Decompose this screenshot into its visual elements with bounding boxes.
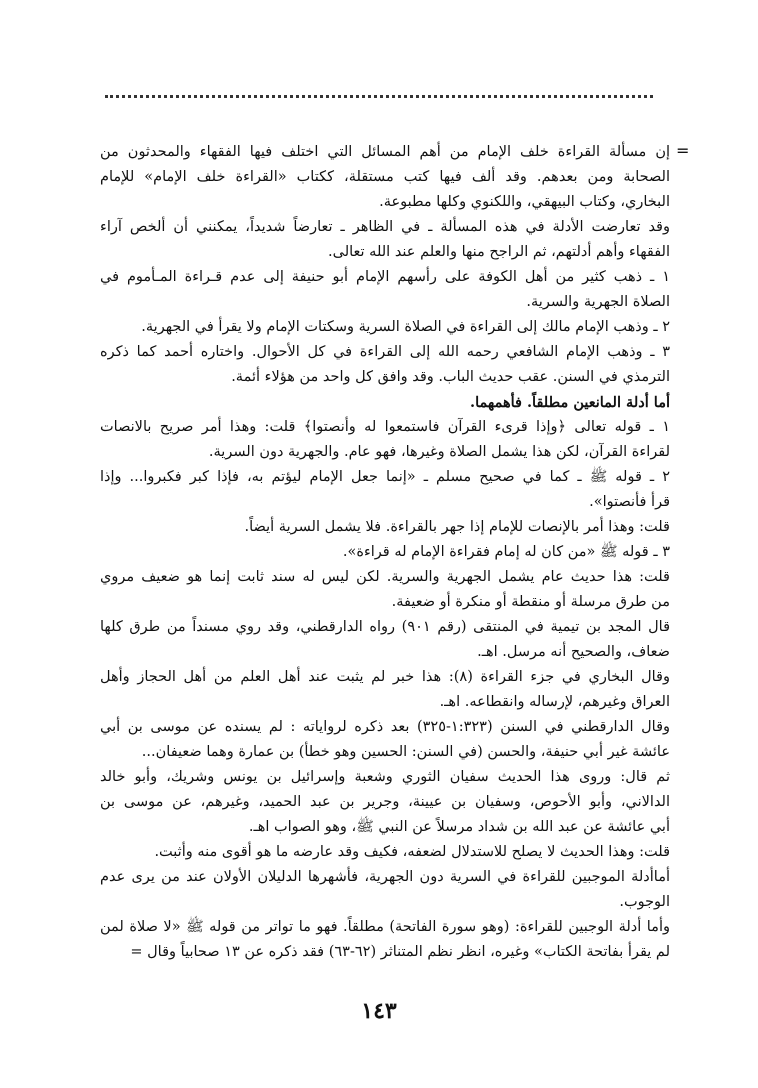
text-line: لم يقرأ بفاتحة الكتاب» وغيره، انظر نظم المتناثر (٦٢-٦٣) فقد ذكره عن ١٣ صحابياً وقال = [130,944,670,960]
footnote-body [100,140,670,965]
text-line: الترمذي في السنن. عقب حديث الباب. وقد وافق كل واحد من هؤلاء أئمة. [231,369,670,385]
text-line: أماأدلة الموجبين للقراءة في السرية دون الجهرية، فأشهرها الدليلان الأولان عند من يرى عدم [100,869,670,885]
text-line: الصلاة الجهرية والسرية. [526,294,670,310]
text-line: قال المجد بن تيمية في المنتقى (رقم ٩٠١) رواه الدارقطني، وقد روي مسنداً من طرق كلها [100,619,670,635]
text-line: ثم قال: وروى هذا الحديث سفيان الثوري وشعبة وإسرائيل بن يونس وشريك، وأبو خالد [100,769,670,785]
footnote-continuation-marker: = [676,141,690,160]
text-line: الفقهاء وأهم أدلتهم، ثم الراجح منها والعلم عند الله تعالى. [328,244,670,260]
text-line: ١ ـ ذهب كثير من أهل الكوفة على رأسهم الإمام أبو حنيفة إلى عدم قـراءة المـأموم في [100,269,670,285]
text-line: ٢ ـ قوله ﷺ ـ كما في صحيح مسلم ـ «إنما جعل الإمام ليؤتم به، فإذا كبر فكبروا... وإذا [100,469,670,485]
separator-dotted-line [105,95,653,106]
page-number: ١٤٣ [361,998,397,1024]
text-line: الصحابة ومن بعدهم. وقد ألف فيها كتب مستقلة، ككتاب «القراءة خلف الإمام» للإمام [100,169,670,185]
text-line: الدالاني، وأبو الأحوص، وسفيان بن عيينة، وجرير بن عبد الحميد، وغيرهم، عن موسى بن [100,794,670,810]
text-line: ١ ـ قوله تعالى ﴿وإذا قرىء القرآن فاستمعوا له وأنصتوا﴾ قلت: وهذا أمر صريح بالانصات [100,419,670,435]
text-line: الوجوب. [619,894,670,910]
text-line: إن مسألة القراءة خلف الإمام من أهم المسائل التي اختلف فيها الفقهاء والمحدثون من [100,144,670,160]
text-line: ضعاف، والصحيح أنه مرسل. اهـ. [477,644,670,660]
text-line: ٢ ـ وذهب الإمام مالك إلى القراءة في الصلاة السرية وسكتات الإمام ولا يقرأ في الجهرية. [141,319,670,335]
text-line: عائشة غير أبي حنيفة، والحسن (في السنن: الحسين وهو خطأ) بن عمارة وهما ضعيفان... [141,744,670,760]
text-line: وأما أدلة الوجبين للقراءة: (وهو سورة الفاتحة) مطلقاً. فهو ما تواتر من قوله ﷺ «لا صلاة لمن [100,919,670,935]
text-line: قلت: وهذا أمر بالإنصات للإمام إذا جهر بالقراءة. فلا يشمل السرية أيضاً. [244,519,670,535]
text-line: قلت: هذا حديث عام يشمل الجهرية والسرية. لكن ليس له سند ثابت إنما هو ضعيف مروي [100,569,670,585]
text-line: البخاري، وكتاب البيهقي، واللكنوي وكلها مطبوعة. [379,194,670,210]
text-line: العراق وغيرهم، لإرساله وانقطاعه. اهـ. [439,694,670,710]
text-line: أبي عائشة عن عبد الله بن شداد مرسلاً عن النبي ﷺ، وهو الصواب اهـ. [248,819,670,835]
text-line: وقد تعارضت الأدلة في هذه المسألة ـ في الظاهر ـ تعارضاً شديداً، يمكنني أن ألخص آراء [100,219,670,235]
text-line: قرأ فأنصتوا». [589,494,670,510]
text-line: لقراءة القرآن، لكن هذا يشمل الصلاة وغيرها، فهو عام. والجهرية دون السرية. [208,444,670,460]
text-line: ٣ ـ قوله ﷺ «من كان له إمام فقراءة الإمام له قراءة». [342,544,670,560]
text-line: أما أدلة المانعين مطلقاً. فأهمهما. [470,394,670,411]
text-line: من طرق مرسلة أو منقطة أو منكرة أو ضعيفة. [391,594,670,610]
text-line: وقال البخاري في جزء القراءة (٨): هذا خبر لم يثبت عند أهل العلم من أهل الحجاز وأهل [100,669,670,685]
text-line: قلت: وهذا الحديث لا يصلح للاستدلال لضعفه، فكيف وقد عارضه ما هو أقوى منه وأثبت. [154,844,670,860]
text-line: ٣ ـ وذهب الإمام الشافعي رحمه الله إلى القراءة في كل الأحوال. واختاره أحمد كما ذكره [100,344,670,360]
text-line: وقال الدارقطني في السنن (١:٣٢٣-٣٢٥) بعد ذكره لرواياته : لم يسنده عن موسى بن أبي [100,719,670,735]
